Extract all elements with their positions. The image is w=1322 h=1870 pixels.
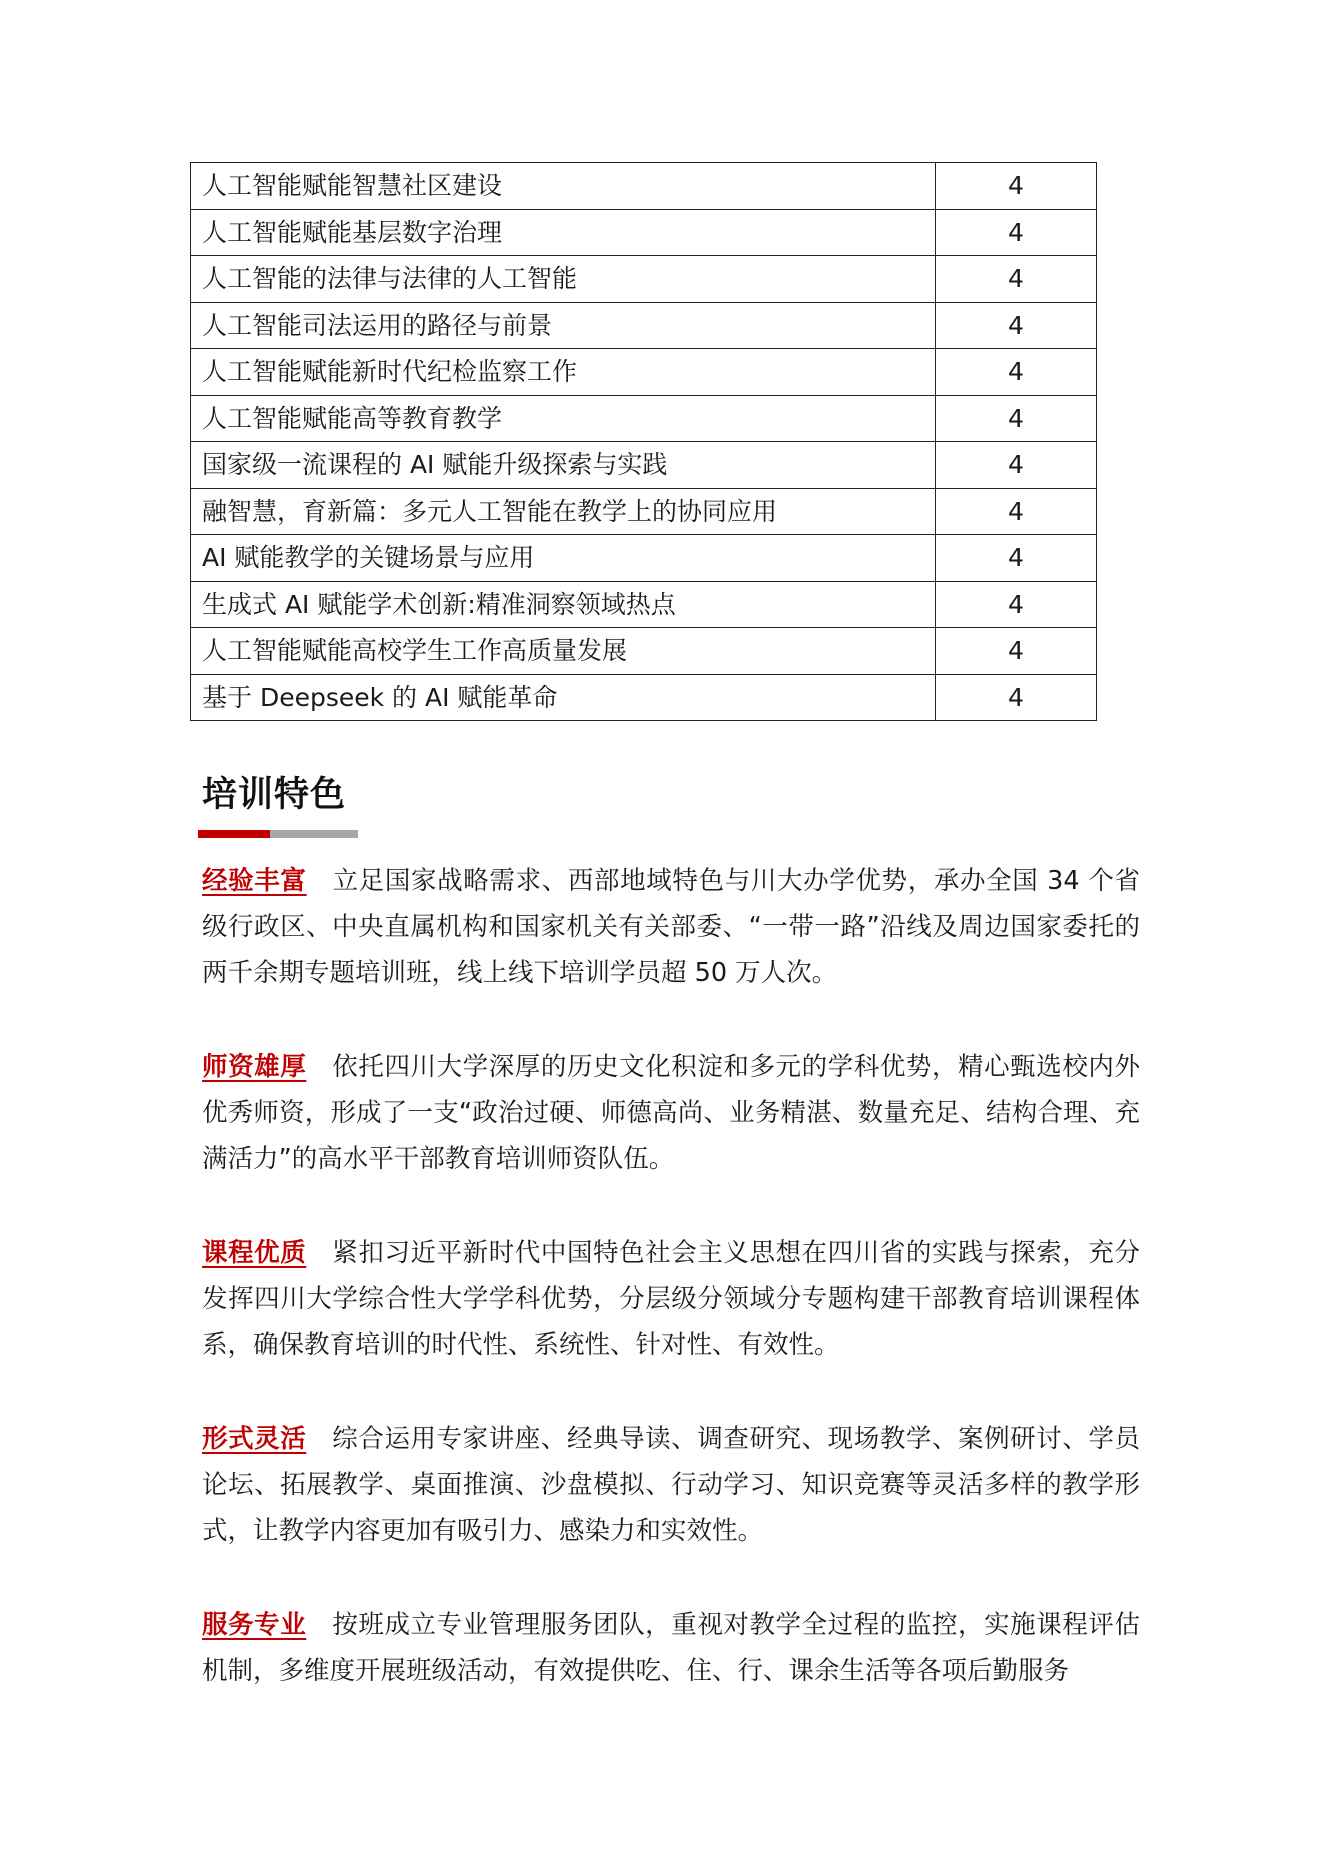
feature-paragraph-curriculum (202, 1230, 1140, 1368)
course-name: 国家级一流课程的 AI 赋能升级探索与实践 (191, 442, 936, 489)
title-underline (198, 830, 358, 838)
course-name: 人工智能赋能高校学生工作高质量发展 (191, 628, 936, 675)
course-hours: 4 (936, 163, 1097, 210)
table-row (191, 349, 1097, 396)
table-row (191, 581, 1097, 628)
course-name: 人工智能赋能智慧社区建设 (191, 163, 936, 210)
feature-text: 立足国家战略需求、西部地域特色与川大办学优势，承办全国 34 个省级行政区、中央直属机构和国家机关有关部委、“一带一路”沿线及周边国家委托的两千余期专题培训班，线上线下培训学员超 50 万人次。 (202, 866, 1140, 988)
course-name: 基于 Deepseek 的 AI 赋能革命 (191, 674, 936, 721)
course-hours: 4 (936, 302, 1097, 349)
course-name: 人工智能的法律与法律的人工智能 (191, 256, 936, 303)
course-hours: 4 (936, 628, 1097, 675)
course-hours: 4 (936, 395, 1097, 442)
feature-text: 依托四川大学深厚的历史文化积淀和多元的学科优势，精心甄选校内外优秀师资，形成了一支“政治过硬、师德高尚、业务精湛、数量充足、结构合理、充满活力”的高水平干部教育培训师资队伍。 (202, 1052, 1140, 1174)
feature-text: 按班成立专业管理服务团队，重视对教学全过程的监控，实施课程评估机制，多维度开展班级活动，有效提供吃、住、行、课余生活等各项后勤服务 (202, 1610, 1140, 1686)
course-name: AI 赋能教学的关键场景与应用 (191, 535, 936, 582)
table-row (191, 395, 1097, 442)
table-row (191, 674, 1097, 721)
feature-paragraph-experience (202, 858, 1140, 996)
course-name: 人工智能赋能新时代纪检监察工作 (191, 349, 936, 396)
feature-text: 紧扣习近平新时代中国特色社会主义思想在四川省的实践与探索，充分发挥四川大学综合性大学学科优势，分层级分领域分专题构建干部教育培训课程体系，确保教育培训的时代性、系统性、针对性、有效性。 (202, 1238, 1140, 1360)
underline-red-bar (198, 830, 270, 838)
course-name: 生成式 AI 赋能学术创新:精准洞察领域热点 (191, 581, 936, 628)
section-title: 培训特色 (202, 775, 347, 815)
table-row (191, 302, 1097, 349)
course-name: 人工智能赋能基层数字治理 (191, 209, 936, 256)
table-row (191, 628, 1097, 675)
feature-keyword: 形式灵活 (202, 1424, 307, 1454)
course-hours: 4 (936, 581, 1097, 628)
table-row (191, 256, 1097, 303)
table-row (191, 442, 1097, 489)
course-hours: 4 (936, 488, 1097, 535)
feature-paragraph-faculty (202, 1044, 1140, 1182)
course-name: 人工智能司法运用的路径与前景 (191, 302, 936, 349)
feature-paragraph-service (202, 1602, 1140, 1694)
course-hours: 4 (936, 535, 1097, 582)
course-hours: 4 (936, 209, 1097, 256)
feature-keyword: 课程优质 (202, 1238, 307, 1268)
course-hours: 4 (936, 674, 1097, 721)
course-name: 融智慧，育新篇：多元人工智能在教学上的协同应用 (191, 488, 936, 535)
underline-gray-bar (270, 830, 358, 838)
feature-keyword: 服务专业 (202, 1610, 307, 1640)
table-row (191, 163, 1097, 210)
table-row (191, 535, 1097, 582)
table-row (191, 488, 1097, 535)
feature-paragraph-format (202, 1416, 1140, 1554)
feature-text: 综合运用专家讲座、经典导读、调查研究、现场教学、案例研讨、学员论坛、拓展教学、桌面推演、沙盘模拟、行动学习、知识竞赛等灵活多样的教学形式，让教学内容更加有吸引力、感染力和实效性。 (202, 1424, 1140, 1546)
course-hours: 4 (936, 256, 1097, 303)
course-table (190, 162, 1097, 721)
table-row (191, 209, 1097, 256)
course-hours: 4 (936, 442, 1097, 489)
feature-keyword: 经验丰富 (202, 866, 307, 896)
feature-keyword: 师资雄厚 (202, 1052, 307, 1082)
course-hours: 4 (936, 349, 1097, 396)
course-name: 人工智能赋能高等教育教学 (191, 395, 936, 442)
